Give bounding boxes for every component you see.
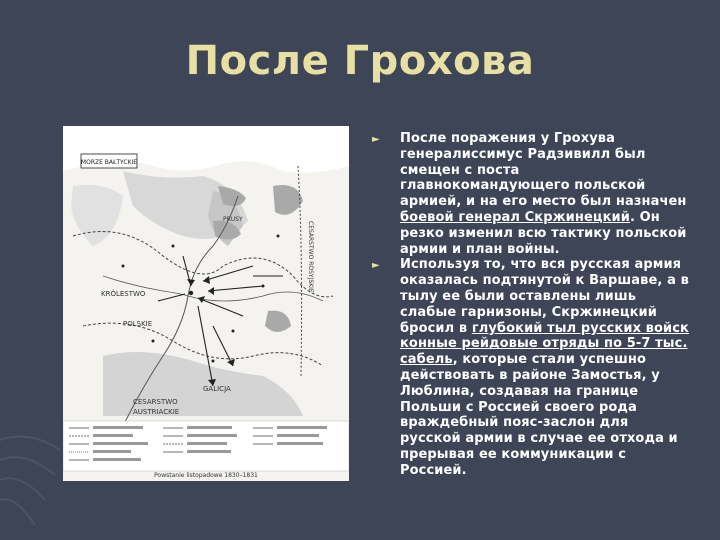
triangle-bullet-icon: ► [372, 134, 380, 145]
decorative-lines [0, 420, 70, 540]
region-label-austriackie: AUSTRIACKIE [133, 408, 180, 416]
region-label-galicja: GALICJA [203, 385, 231, 393]
triangle-bullet-icon: ► [372, 260, 380, 272]
bullet-list [372, 131, 692, 479]
bullet-link[interactable]: глубокий тыл русских войск конные рейдовые отряды по 5-7 тыс. сабель [400, 320, 689, 368]
slide-title: После Грохова [185, 38, 535, 84]
region-label-krolestwo: KRÓLESTWO [101, 290, 146, 298]
sea-label: MORZE BAŁTYCKIE [80, 159, 138, 166]
bullet-text: Используя то, что вся русская армия оказалась подтянутой к Варшаве, а в тылу ее были оставлены лишь слабые гарнизоны, Скржинецкий бросил в глубокий тыл русских войск конные рейдовые отряды по 5-7 тыс. сабель, которые стали успешно действовать в районе Замостья, у Люблина, создавая на границе Польши с Россией своего рода враждебный пояс-заслон для русской армии в случае ее отхода и прерывая ее коммуникации с Россией. [400, 257, 689, 478]
region-label-polskie: POLSKIE [123, 320, 153, 328]
bullet-link[interactable]: боевой генерал Скржинецкий [400, 209, 630, 225]
region-label-vertical: CESARSTWO ROSYJSKIE [307, 221, 314, 293]
historical-map [63, 126, 349, 481]
bullet-item [372, 131, 692, 257]
bullet-item [372, 257, 692, 478]
region-label-cesarstwo: CESARSTWO [133, 398, 178, 406]
map-caption: Powstanie listopadowe 1830–1831 [154, 472, 258, 479]
region-label-prusy: PRUSY [223, 216, 243, 223]
bullet-text: После поражения у Грохува генералиссимус Радзивилл был смещен с поста главнокомандующего польской армией, и на его место был назначен боевой генерал Скржинецкий. Он резко изменил всю тактику польской армии и план войны. [400, 131, 687, 257]
